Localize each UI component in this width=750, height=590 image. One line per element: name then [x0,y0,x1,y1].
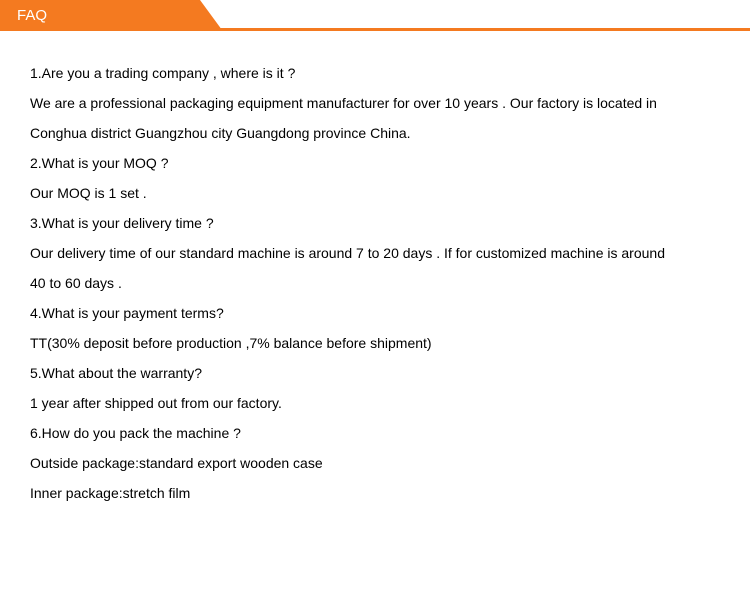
faq-answer-2: Our MOQ is 1 set . [30,185,147,201]
header-title: FAQ [17,7,48,24]
faq-question-5: 5.What about the warranty? [30,365,202,381]
faq-question-2: 2.What is your MOQ ? [30,155,169,171]
faq-answer-3-line-1: Our delivery time of our standard machine is around 7 to 20 days . If for customized machine is around [30,245,665,261]
faq-answer-1-line-1: We are a professional packaging equipment manufacturer for over 10 years . Our factory is located in [30,95,657,111]
faq-content [30,58,730,508]
faq-answer-4: TT(30% deposit before production ,7% balance before shipment) [30,335,432,351]
faq-answer-6-line-1: Outside package:standard export wooden case [30,455,323,471]
faq-question-4: 4.What is your payment terms? [30,305,224,321]
faq-header [0,0,750,34]
faq-question-3: 3.What is your delivery time ? [30,215,214,231]
faq-answer-1-line-2: Conghua district Guangzhou city Guangdong province China. [30,125,411,141]
faq-question-6: 6.How do you pack the machine ? [30,425,241,441]
faq-question-1: 1.Are you a trading company , where is it ? [30,65,296,81]
faq-answer-3-line-2: 40 to 60 days . [30,275,122,291]
faq-answer-6-line-2: Inner package:stretch film [30,485,191,501]
faq-answer-5: 1 year after shipped out from our factory. [30,395,282,411]
